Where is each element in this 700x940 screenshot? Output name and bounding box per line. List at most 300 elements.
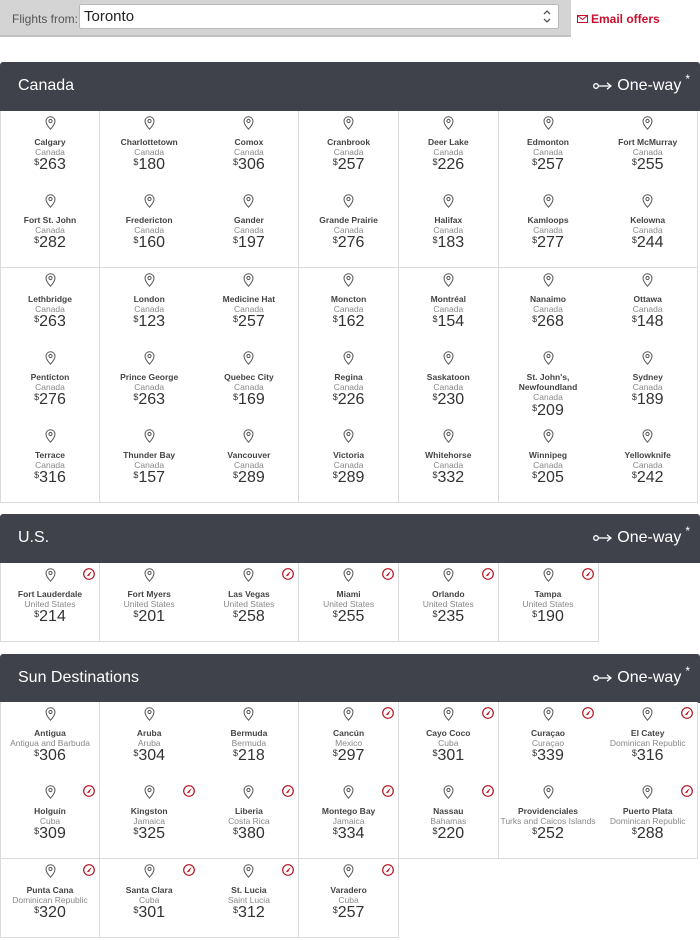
map-pin-icon [343,864,354,878]
one-way-arrow-icon [593,81,613,91]
destination-country: Canada [234,460,264,471]
destination-price [399,313,498,331]
currency-symbol: $ [34,748,40,758]
destination-card[interactable] [399,268,499,347]
currency-symbol: $ [631,748,637,758]
destination-price [299,825,398,843]
currency-symbol: $ [133,470,139,481]
destination-card[interactable] [598,268,698,347]
destination-city: Quebec City [224,371,274,382]
map-pin-icon [642,194,653,208]
price-value: 157 [138,469,166,487]
price-value: 289 [337,469,365,487]
destination-country: United States [223,599,275,609]
destination-card[interactable] [199,563,299,642]
destination-price [499,234,598,252]
currency-symbol: $ [332,313,338,324]
destination-city: Orlando [432,589,465,599]
price-value: 255 [636,156,664,173]
rouge-badge-icon [382,706,394,718]
rouge-badge-icon [482,567,494,579]
price-value: 148 [636,312,664,330]
destination-city: Varadero [330,884,367,895]
map-pin-icon [443,707,454,721]
currency-symbol: $ [631,313,637,324]
destination-card[interactable] [299,346,399,425]
destination-price [499,402,598,420]
destination-country: Bahamas [430,816,467,827]
destination-card[interactable] [199,424,299,503]
map-pin-icon [343,116,354,130]
map-pin-icon [45,273,56,287]
currency-symbol: $ [532,470,538,481]
destination-price [1,156,99,174]
destination-card[interactable] [100,111,200,190]
destination-city: Edmonton [526,137,570,147]
destination-country: Canada [433,381,464,392]
destination-card[interactable] [100,780,200,859]
destination-card[interactable] [0,189,100,268]
destination-price [199,156,298,174]
destination-city: Tampa [534,589,562,599]
destination-country: Canada [35,147,65,157]
destination-city: Puerto Plata [622,806,673,817]
currency-symbol: $ [34,609,40,619]
price-value: 304 [138,747,166,764]
destination-city: Comox [234,137,264,147]
destination-price [199,234,298,252]
price-value: 263 [39,156,66,173]
map-pin-icon [243,116,254,130]
destination-city: Ottawa [633,293,662,304]
price-value: 325 [138,825,166,843]
map-pin-icon [443,568,454,582]
map-pin-icon [343,785,354,799]
destination-card[interactable] [199,268,299,347]
map-pin-icon [243,429,254,443]
destination-price [598,747,697,765]
price-value: 316 [39,469,66,487]
destination-country: Jamaica [332,816,365,827]
currency-symbol: $ [332,748,338,758]
destination-price [598,825,697,843]
currency-symbol: $ [233,157,239,167]
price-value: 242 [636,469,664,487]
price-value: 255 [337,608,365,625]
rouge-badge-icon [582,567,594,579]
price-value: 235 [437,608,465,625]
origin-city-select[interactable] [79,4,559,29]
price-value: 169 [238,390,265,408]
price-value: 276 [337,234,365,252]
destination-card[interactable] [199,189,299,268]
destination-price [100,234,199,252]
map-pin-icon [543,273,554,287]
destination-card[interactable] [299,189,399,268]
destination-card[interactable] [199,859,299,938]
destination-card[interactable] [499,780,599,859]
destination-country: Canada [35,303,65,314]
destination-price [199,825,298,843]
map-pin-icon [443,429,454,443]
destination-card[interactable] [0,268,100,347]
destination-country: Canada [234,147,264,157]
destination-city: Kamloops [527,215,569,226]
destination-country: Canada [35,460,65,471]
destination-card[interactable] [0,859,100,938]
destination-card[interactable] [100,424,200,503]
price-value: 263 [39,312,66,330]
map-pin-icon [343,429,354,443]
rouge-badge-icon [382,863,394,875]
price-value: 226 [437,156,465,173]
map-pin-icon [543,707,554,721]
currency-symbol: $ [133,157,139,167]
destination-country: Canada [433,147,464,157]
destination-price [299,469,398,487]
destination-card[interactable] [299,780,399,859]
origin-city-value: Toronto [84,8,135,25]
destination-price [100,747,199,765]
destination-city: Grande Prairie [319,215,378,226]
destination-city: Bermuda [230,728,268,738]
destination-country: Aruba [137,738,161,748]
map-pin-icon [543,351,554,365]
map-pin-icon [642,116,653,130]
email-offers-link[interactable] [577,11,660,27]
destination-price [598,469,697,487]
price-value: 282 [39,234,66,252]
currency-symbol: $ [432,235,438,246]
currency-symbol: $ [332,826,338,837]
map-pin-icon [343,707,354,721]
destination-card[interactable] [100,346,200,425]
destination-card[interactable] [598,346,698,425]
destination-city: Montego Bay [321,806,376,817]
map-pin-icon [543,429,554,443]
destination-card[interactable] [0,702,100,781]
price-value: 320 [39,903,66,921]
destination-price [199,904,298,922]
destination-country: Canada [632,381,663,392]
destination-price [399,391,498,409]
destination-city: Fredericton [125,215,173,226]
destination-card[interactable] [299,111,399,190]
rouge-badge-icon [582,706,594,718]
section-title: U.S. [18,529,50,546]
destination-country: Cuba [39,816,61,827]
map-pin-icon [642,273,653,287]
destination-price [100,904,199,922]
destination-price [399,469,498,487]
destination-country: Canada [333,303,364,314]
destination-price [1,234,99,252]
destination-price [598,313,697,331]
envelope-icon [577,15,588,23]
destination-city: Vancouver [227,450,271,461]
destination-price [1,608,99,626]
footnote-asterisk: * [685,524,690,538]
map-pin-icon [543,568,554,582]
price-value: 226 [337,390,365,408]
destination-card[interactable] [598,189,698,268]
map-pin-icon [45,194,56,208]
destination-card[interactable] [499,702,599,781]
map-pin-icon [144,351,155,365]
price-value: 258 [238,608,265,625]
destination-card[interactable] [598,780,698,859]
destination-card[interactable] [199,780,299,859]
destination-city: Antigua [34,728,66,738]
price-value: 183 [437,234,465,252]
destination-country: Canada [533,303,563,314]
rouge-badge-icon [282,863,294,875]
destination-country: Turks and Caicos Islands [500,816,596,827]
destination-city: Santa Clara [125,884,173,895]
destination-country: Costa Rica [228,816,270,827]
price-value: 306 [238,156,265,173]
rouge-badge-icon [482,706,494,718]
map-pin-icon [45,785,56,799]
destination-card[interactable] [199,111,299,190]
destination-card[interactable] [399,346,499,425]
destination-city: Thunder Bay [123,450,176,461]
price-value: 201 [138,608,166,625]
currency-symbol: $ [631,826,637,837]
rouge-badge-icon [183,863,195,875]
destination-price [299,234,398,252]
price-value: 180 [138,156,166,173]
destination-card[interactable] [499,346,599,425]
map-pin-icon [144,568,155,582]
destination-country: United States [123,599,175,609]
price-value: 257 [238,312,265,330]
destination-card[interactable] [598,111,698,190]
destination-city: Liberia [234,806,263,817]
section-title: Sun Destinations [18,669,139,686]
destination-country: Dominican Republic [12,894,88,905]
price-value: 160 [138,234,166,252]
destination-price [499,156,598,174]
destination-card[interactable] [598,702,698,781]
destination-city: El Catey [630,728,665,738]
map-pin-icon [343,194,354,208]
destination-card[interactable] [299,424,399,503]
destination-city: Fort Myers [127,589,171,599]
rouge-badge-icon [382,567,394,579]
destination-city: Miami [336,589,361,599]
destination-card[interactable] [399,189,499,268]
destination-country: United States [422,599,474,609]
currency-symbol: $ [332,609,338,619]
map-pin-icon [144,707,155,721]
currency-symbol: $ [432,157,438,167]
destination-country: Canada [632,303,663,314]
destination-price [1,469,99,487]
currency-symbol: $ [432,826,438,837]
price-value: 197 [238,234,265,252]
destination-country: Antigua and Barbuda [10,738,90,748]
destination-city: Saskatoon [426,371,470,382]
map-pin-icon [543,194,554,208]
destination-card[interactable] [0,346,100,425]
currency-symbol: $ [432,470,438,481]
destination-country: Canada [333,225,364,236]
price-value: 154 [437,312,465,330]
destination-price [499,608,598,626]
currency-symbol: $ [631,470,637,481]
destination-country: Cuba [438,738,459,748]
one-way-toggle[interactable] [593,524,690,548]
destination-price [199,391,298,409]
currency-symbol: $ [233,235,239,246]
currency-symbol: $ [34,826,40,837]
currency-symbol: $ [133,313,139,324]
destination-card[interactable] [299,859,399,938]
price-value: 306 [39,747,66,764]
destination-card[interactable] [199,346,299,425]
destination-card[interactable] [499,563,599,642]
destination-card[interactable] [399,111,499,190]
destination-price [598,234,697,252]
price-value: 230 [437,390,465,408]
map-pin-icon [144,194,155,208]
price-value: 218 [238,747,265,764]
currency-symbol: $ [34,391,40,402]
destination-city: Lethbridge [28,293,72,304]
destination-city: Nanaimo [530,293,566,304]
destination-card[interactable] [299,563,399,642]
map-pin-icon [243,864,254,878]
destination-card[interactable] [199,702,299,781]
destination-city: Yellowknife [624,450,671,461]
destination-country: Mexico [335,738,363,748]
rouge-badge-icon [83,784,95,796]
currency-symbol: $ [432,391,438,402]
price-value: 263 [138,390,166,408]
destination-card[interactable] [499,268,599,347]
destination-card[interactable] [299,702,399,781]
destination-country: Jamaica [133,816,166,827]
destination-price [499,825,598,843]
currency-symbol: $ [233,826,239,837]
destination-price [1,825,99,843]
footnote-asterisk: * [685,72,690,86]
destination-city: Sydney [632,371,663,382]
rouge-badge-icon [183,784,195,796]
currency-symbol: $ [532,826,538,837]
destination-price [100,469,199,487]
destination-card[interactable] [399,563,499,642]
currency-symbol: $ [133,391,139,402]
destination-card[interactable] [598,424,698,503]
destination-city: Cayo Coco [426,728,471,738]
destination-card[interactable] [100,189,200,268]
destination-price [399,608,498,626]
destination-card[interactable] [100,268,200,347]
section-header [0,62,700,111]
destination-country: Dominican Republic [609,816,686,827]
destination-card[interactable] [499,424,599,503]
destination-city: London [133,293,165,304]
destination-card[interactable] [100,702,200,781]
currency-symbol: $ [34,904,40,915]
destination-price [100,313,199,331]
destination-country: Bermuda [231,738,267,748]
price-value: 214 [39,608,66,625]
price-value: 189 [636,390,664,408]
destination-country: Saint Lucia [227,894,270,905]
currency-symbol: $ [532,235,538,246]
destination-country: Cuba [338,894,359,905]
destination-country: Dominican Republic [609,738,686,748]
destination-country: Canada [134,303,165,314]
currency-symbol: $ [133,609,139,619]
destination-country: Canada [433,303,464,314]
destination-country: Canada [234,303,264,314]
destination-card[interactable] [0,563,100,642]
destination-card[interactable] [0,424,100,503]
section-header [0,654,700,703]
price-value: 190 [537,608,564,625]
destination-card[interactable] [499,111,599,190]
destination-city: Kelowna [630,215,666,226]
destination-card[interactable] [100,563,200,642]
one-way-arrow-icon [593,673,613,683]
destination-card[interactable] [399,424,499,503]
destination-price [199,313,298,331]
section-title: Canada [18,77,75,94]
destination-country: Canada [533,391,563,402]
destination-city: Prince George [120,371,179,382]
price-value: 162 [337,312,365,330]
destination-country: Canada [433,460,464,471]
destination-country: Canada [533,225,563,236]
rouge-badge-icon [482,784,494,796]
destination-city: Winnipeg [528,450,568,461]
map-pin-icon [243,785,254,799]
destination-price [399,234,498,252]
destination-price [100,156,199,174]
currency-symbol: $ [332,235,338,246]
destination-city: Terrace [34,450,66,461]
currency-symbol: $ [133,748,139,758]
one-way-toggle[interactable] [593,72,690,96]
destination-country: Canada [333,460,364,471]
price-value: 276 [39,390,66,408]
destination-city: Holguín [34,806,66,817]
map-pin-icon [642,785,653,799]
destination-card[interactable] [399,702,499,781]
flights-from-bar [0,0,571,37]
destination-country: Canada [234,381,264,392]
destination-city: Charlottetown [120,137,178,147]
destination-card[interactable] [299,268,399,347]
destination-city: Regina [334,371,363,382]
destination-card[interactable] [499,189,599,268]
destination-country: Canada [533,460,563,471]
currency-symbol: $ [233,748,239,758]
map-pin-icon [543,116,554,130]
trip-type-label: One-way [617,669,682,686]
destination-card[interactable] [100,859,200,938]
destination-city: St. Lucia [231,884,267,895]
one-way-toggle[interactable] [593,664,690,688]
destination-city: Fort St. John [23,215,77,226]
destination-card[interactable] [0,780,100,859]
destination-card[interactable] [0,111,100,190]
destination-card[interactable] [399,780,499,859]
